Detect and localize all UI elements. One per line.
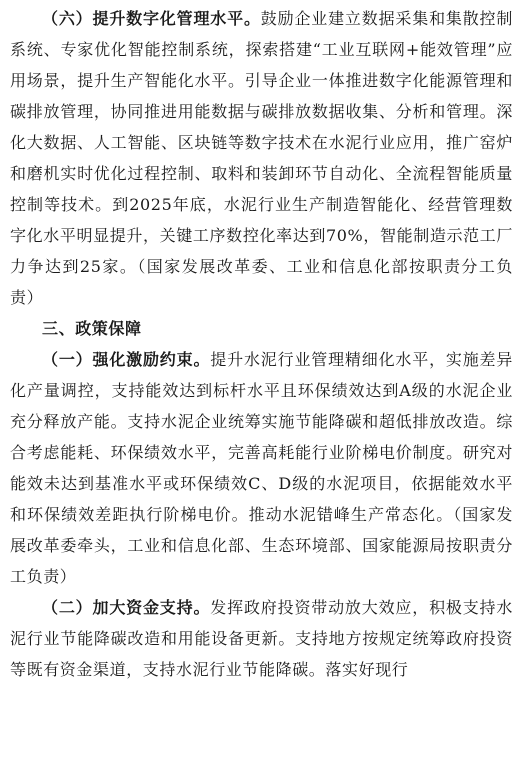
document-page [10, 0, 513, 685]
paragraph-section-6 [10, 3, 513, 313]
section-6-title: （六）提升数字化管理水平。 [42, 9, 261, 28]
section-1-title: （一）强化激励约束。 [42, 350, 211, 369]
section-2-title: （二）加大资金支持。 [42, 598, 211, 617]
paragraph-section-2 [10, 592, 513, 685]
section-1-body: 提升水泥行业管理精细化水平，实施差异化产量调控，支持能效达到标杆水平且环保绩效达到A级的水泥企业充分释放产能。支持水泥企业统筹实施节能降碳和超低排放改造。综合考虑能耗、环保绩效水平，完善高耗能行业阶梯电价制度。研究对能效未达到基准水平或环保绩效C、D级的水泥项目，依据能效水平和环保绩效差距执行阶梯电价。推动水泥错峰生产常态化。（国家发展改革委牵头，工业和信息化部、生态环境部、国家能源局按职责分工负责） [10, 350, 513, 586]
section-6-body: 鼓励企业建立数据采集和集散控制系统、专家优化智能控制系统，探索搭建“工业互联网+能效管理”应用场景，提升生产智能化水平。引导企业一体推进数字化能源管理和碳排放管理，协同推进用能数据与碳排放数据收集、分析和管理。深化大数据、人工智能、区块链等数字技术在水泥行业应用，推广窑炉和磨机实时优化过程控制、取料和装卸环节自动化、全流程智能质量控制等技术。到2025年底，水泥行业生产制造智能化、经营管理数字化水平明显提升，关键工序数控化率达到70%，智能制造示范工厂力争达到25家。（国家发展改革委、工业和信息化部按职责分工负责） [10, 9, 513, 307]
chapter-3-heading: 三、政策保障 [42, 319, 142, 338]
paragraph-section-1 [10, 344, 513, 592]
section-2-body: 发挥政府投资带动放大效应，积极支持水泥行业节能降碳改造和用能设备更新。支持地方按规定统筹政府投资等既有资金渠道，支持水泥行业节能降碳。落实好现行 [10, 598, 513, 679]
